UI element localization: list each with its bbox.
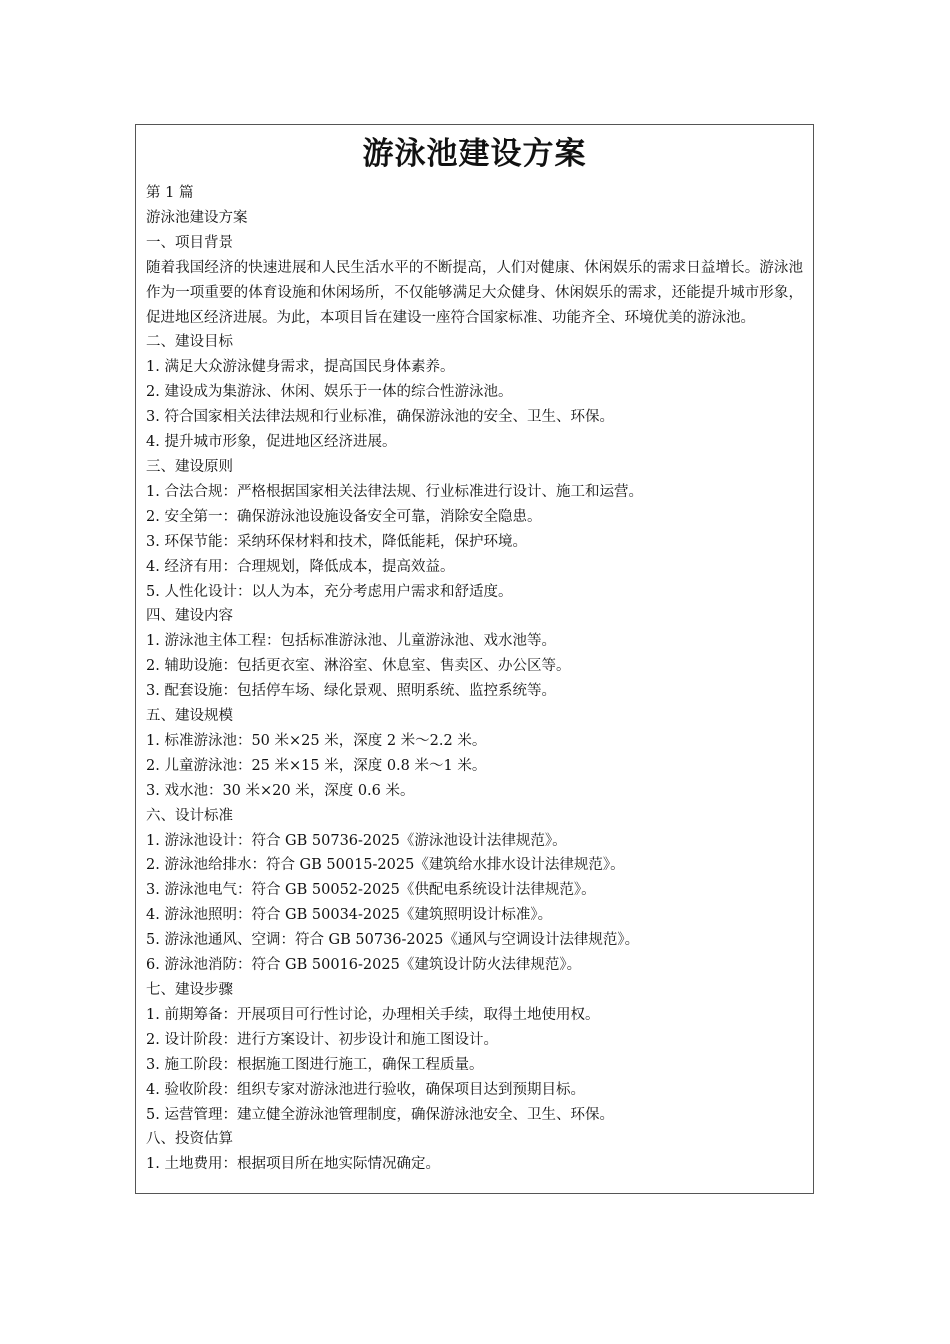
list-item: 5. 游泳池通风、空调：符合 GB 50736-2025《通风与空调设计法律规范》。 [146,932,640,949]
section-heading: 二、建设目标 [146,334,233,351]
list-item: 2. 建设成为集游泳、休闲、娱乐于一体的综合性游泳池。 [146,384,513,401]
document-title: 游泳池建设方案 [362,136,587,172]
list-item: 4. 游泳池照明：符合 GB 50034-2025《建筑照明设计标准》。 [146,907,553,924]
list-item: 2. 安全第一：确保游泳池设施设备安全可靠，消除安全隐患。 [146,508,542,525]
list-item: 5. 运营管理：建立健全游泳池管理制度，确保游泳池安全、卫生、环保。 [146,1106,614,1123]
section-paragraph: 随着我国经济的快速进展和人民生活水平的不断提高，人们对健康、休闲娱乐的需求日益增长。游泳池作为一项重要的体育设施和休闲场所，不仅能够满足大众健身、休闲娱乐的需求，还能提升城市形象，促进地区经济进展。为此，本项目旨在建设一座符合国家标准、功能齐全、环境优美的游泳池。 [146,259,803,326]
document-subtitle: 游泳池建设方案 [146,209,248,226]
section-heading: 七、建设步骤 [146,982,233,998]
list-item: 3. 戏水池：30 米×20 米，深度 0.6 米。 [146,782,415,799]
list-item: 4. 经济有用：合理规划，降低成本，提高效益。 [146,558,455,575]
section-heading: 六、设计标准 [146,807,233,824]
list-item: 6. 游泳池消防：符合 GB 50016-2025《建筑设计防火法律规范》。 [146,957,582,974]
list-item: 2. 游泳池给排水：符合 GB 50015-2025《建筑给水排水设计法律规范》。 [146,857,625,874]
list-item: 1. 游泳池设计：符合 GB 50736-2025《游泳池设计法律规范》。 [146,832,567,849]
list-item: 2. 设计阶段：进行方案设计、初步设计和施工图设计。 [146,1031,498,1048]
list-item: 3. 游泳池电气：符合 GB 50052-2025《供配电系统设计法律规范》。 [146,882,596,899]
list-item: 1. 合法合规：严格根据国家相关法律法规、行业标准进行设计、施工和运营。 [146,483,643,500]
list-item: 3. 配套设施：包括停车场、绿化景观、照明系统、监控系统等。 [146,683,556,700]
list-item: 4. 验收阶段：组织专家对游泳池进行验收，确保项目达到预期目标。 [146,1081,585,1098]
list-item: 1. 土地费用：根据项目所在地实际情况确定。 [146,1156,440,1173]
list-item: 1. 游泳池主体工程：包括标准游泳池、儿童游泳池、戏水池等。 [146,633,556,650]
section-heading: 一、项目背景 [146,234,233,251]
section-heading: 五、建设规模 [146,708,233,725]
document-frame [135,124,814,1194]
list-item: 5. 人性化设计：以人为本，充分考虑用户需求和舒适度。 [146,583,513,600]
section-heading: 八、投资估算 [146,1131,233,1148]
list-item: 2. 辅助设施：包括更衣室、淋浴室、休息室、售卖区、办公区等。 [146,658,571,675]
section-heading: 三、建设原则 [146,458,233,475]
list-item: 3. 符合国家相关法律法规和行业标准，确保游泳池的安全、卫生、环保。 [146,409,614,426]
chapter-label: 第 1 篇 [146,185,194,201]
list-item: 3. 施工阶段：根据施工图进行施工，确保工程质量。 [146,1056,484,1073]
list-item: 2. 儿童游泳池：25 米×15 米，深度 0.8 米～1 米。 [146,757,487,774]
list-item: 4. 提升城市形象，促进地区经济进展。 [146,434,397,451]
list-item: 1. 前期筹备：开展项目可行性讨论，办理相关手续，取得土地使用权。 [146,1006,600,1023]
list-item: 3. 环保节能：采纳环保材料和技术，降低能耗，保护环境。 [146,533,527,550]
list-item: 1. 标准游泳池：50 米×25 米，深度 2 米～2.2 米。 [146,732,487,749]
section-heading: 四、建设内容 [146,608,233,625]
list-item: 1. 满足大众游泳健身需求，提高国民身体素养。 [146,359,455,376]
